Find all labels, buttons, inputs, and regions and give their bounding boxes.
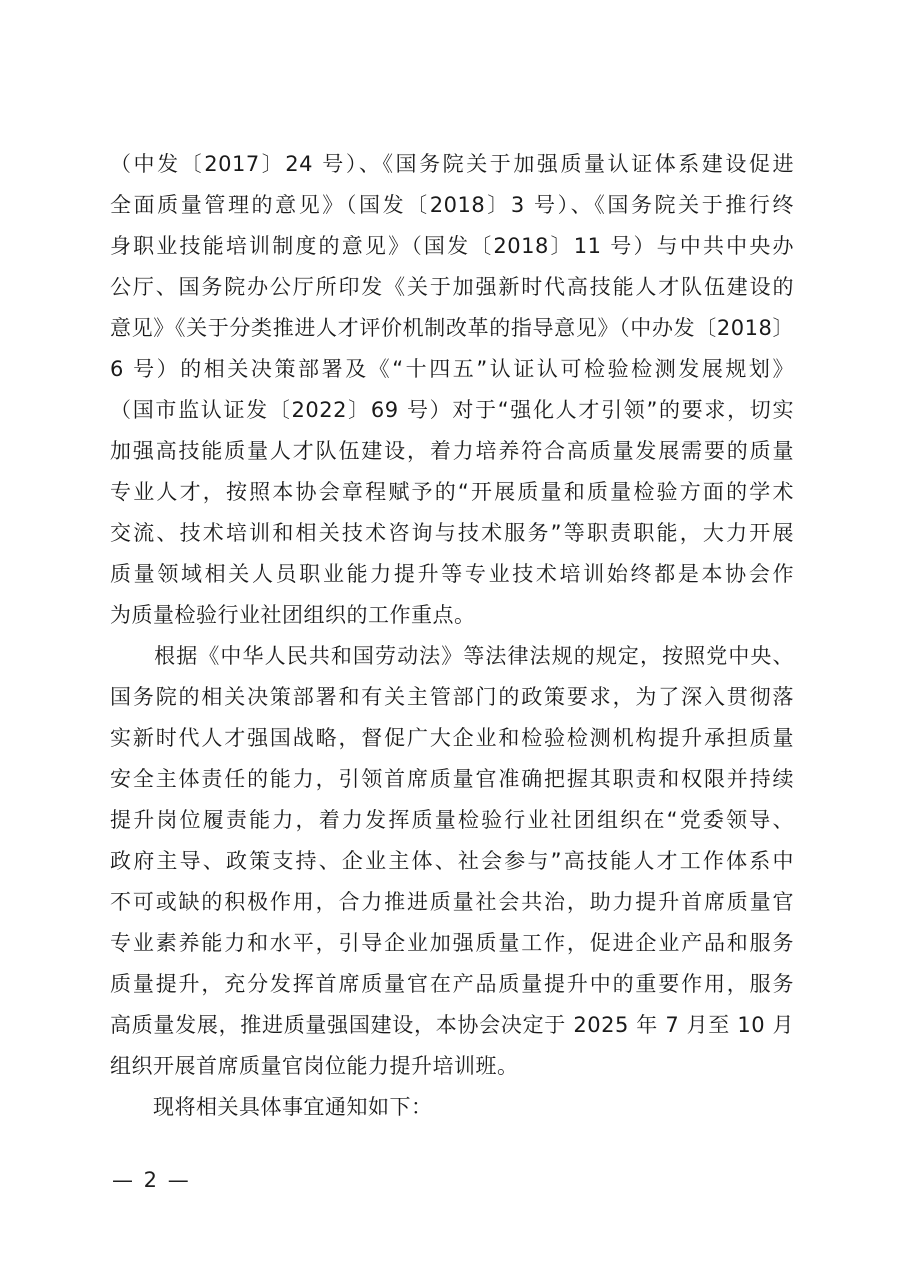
- text-line: 质量领域相关人员职业能力提升等专业技术培训始终都是本协会作: [110, 562, 794, 586]
- text-line: （国市监认证发〔2022〕69 号）对于“强化人才引领”的要求，切实: [110, 398, 794, 422]
- text-line: 身职业技能培训制度的意见》（国发〔2018〕11 号）与中共中央办: [110, 234, 794, 258]
- page-number: — 2 —: [112, 1168, 191, 1192]
- text-line: 为质量检验行业社团组织的工作重点。: [110, 603, 476, 627]
- page-footer: [112, 1168, 191, 1192]
- text-line: 交流、技术培训和相关技术咨询与技术服务”等职责职能，大力开展: [110, 521, 794, 545]
- text-line: 高质量发展，推进质量强国建设，本协会决定于 2025 年 7 月至 10 月: [110, 1013, 794, 1037]
- text-line: 意见》《关于分类推进人才评价机制改革的指导意见》（中办发〔2018〕: [110, 316, 794, 340]
- text-line: （中发〔2017〕24 号）、《国务院关于加强质量认证体系建设促进: [110, 152, 794, 176]
- text-line: 质量提升，充分发挥首席质量官在产品质量提升中的重要作用，服务: [110, 972, 794, 996]
- text-line: 公厅、国务院办公厅所印发《关于加强新时代高技能人才队伍建设的: [110, 275, 794, 299]
- text-line: 政府主导、政策支持、企业主体、社会参与”高技能人才工作体系中: [110, 849, 794, 873]
- text-line: 安全主体责任的能力，引领首席质量官准确把握其职责和权限并持续: [110, 767, 794, 791]
- text-line: 加强高技能质量人才队伍建设，着力培养符合高质量发展需要的质量: [110, 439, 794, 463]
- text-line: 全面质量管理的意见》（国发〔2018〕3 号）、《国务院关于推行终: [110, 193, 794, 217]
- text-line: 不可或缺的积极作用，合力推进质量社会共治，助力提升首席质量官: [110, 890, 794, 914]
- document-body: [110, 144, 794, 1128]
- text-line: 现将相关具体事宜通知如下：: [110, 1095, 433, 1119]
- text-line: 提升岗位履责能力，着力发挥质量检验行业社团组织在“党委领导、: [110, 808, 794, 832]
- text-line: 根据《中华人民共和国劳动法》等法律法规的规定，按照党中央、: [110, 644, 794, 668]
- text-line: 专业人才，按照本协会章程赋予的“开展质量和质量检验方面的学术: [110, 480, 794, 504]
- text-line: 国务院的相关决策部署和有关主管部门的政策要求，为了深入贯彻落: [110, 685, 794, 709]
- text-line: 6 号）的相关决策部署及《“十四五”认证认可检验检测发展规划》: [110, 357, 794, 381]
- text-line: 实新时代人才强国战略，督促广大企业和检验检测机构提升承担质量: [110, 726, 794, 750]
- text-line: 组织开展首席质量官岗位能力提升培训班。: [110, 1054, 519, 1078]
- text-line: 专业素养能力和水平，引导企业加强质量工作，促进企业产品和服务: [110, 931, 794, 955]
